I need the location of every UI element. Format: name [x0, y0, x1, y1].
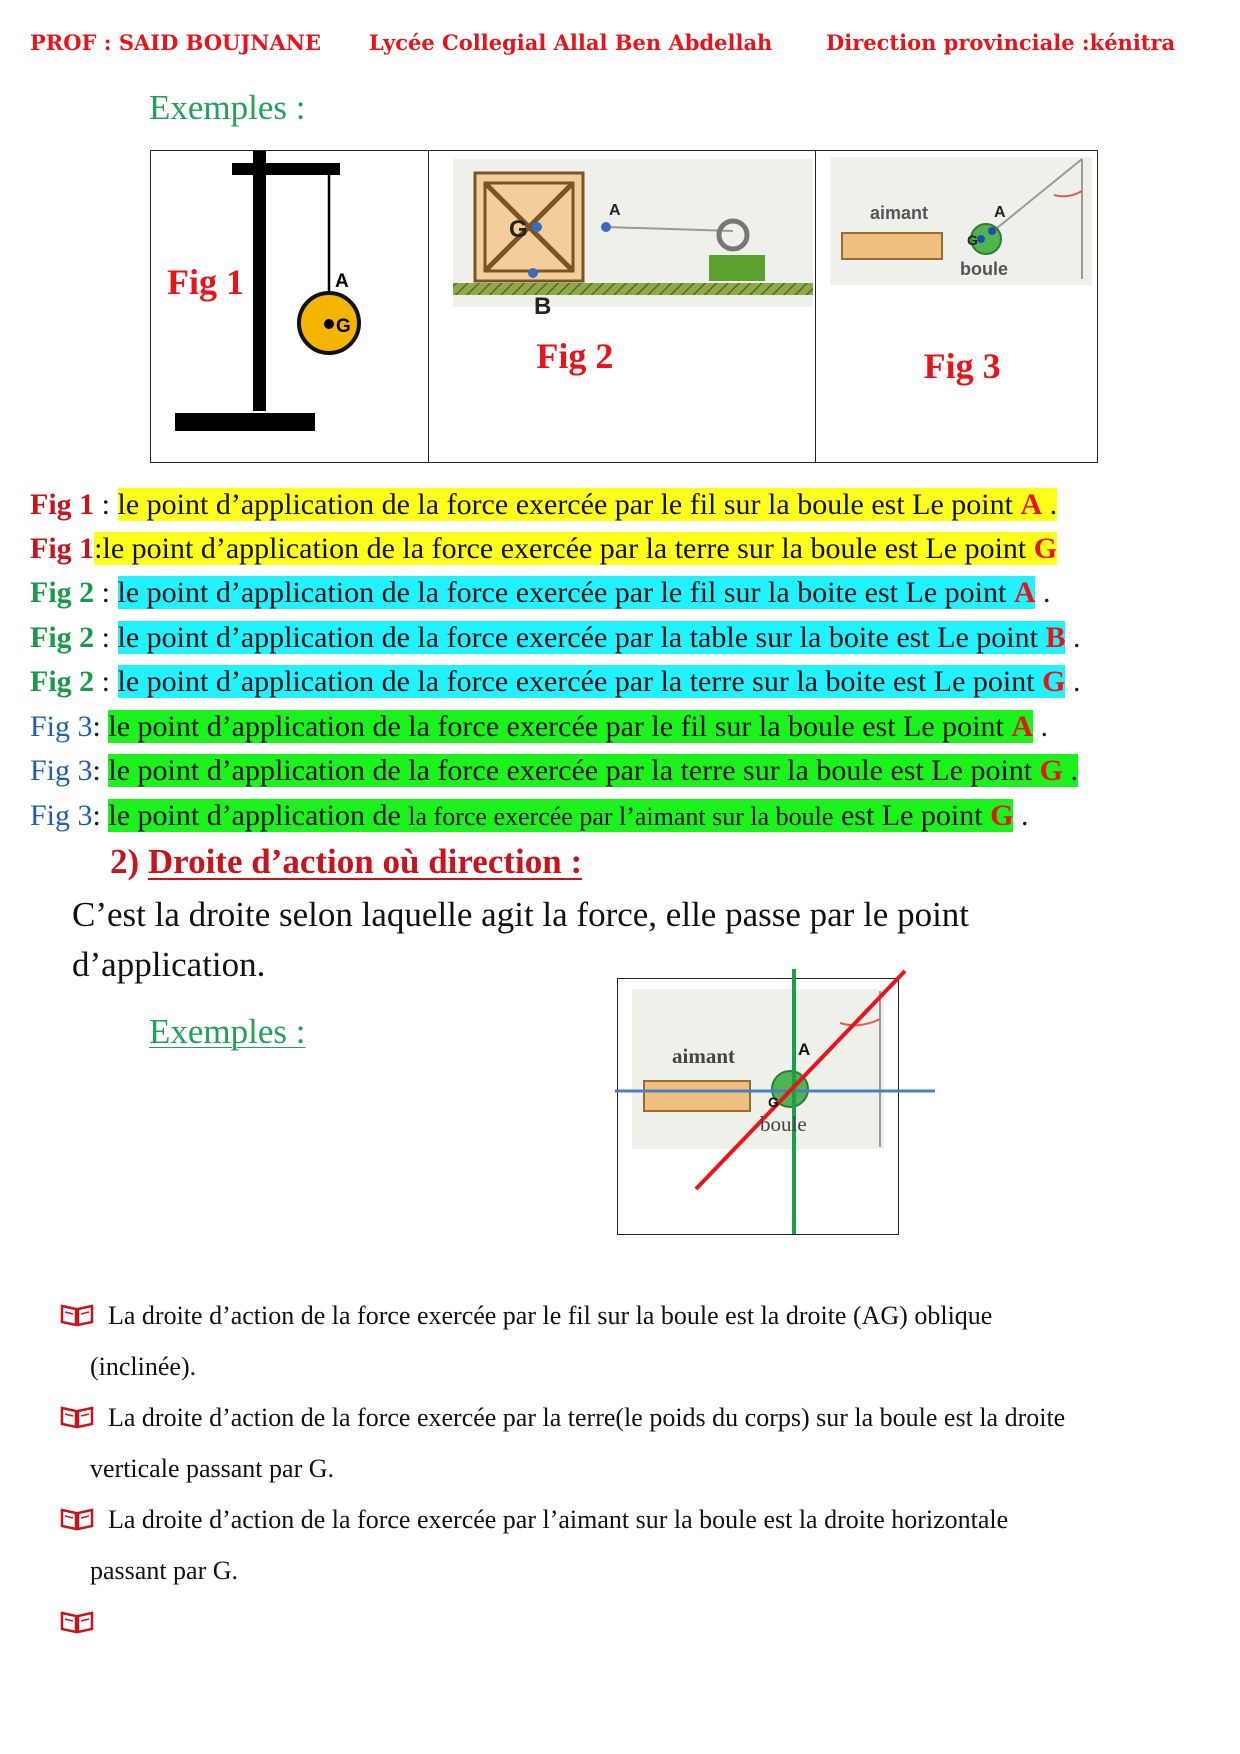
fig2-box-drawing: [429, 151, 815, 464]
diagram-magnet-label: aimant: [672, 1044, 735, 1068]
header-direction: Direction provinciale :kénitra: [826, 30, 1176, 55]
line-fig3-magnet: Fig 3: le point d’application de la force exercée par l’aimant sur la boule est Le point G .: [30, 799, 1029, 832]
fig2-point-g: G: [509, 216, 529, 243]
fig1-stand-top: [232, 163, 340, 175]
line-fig2-earth: Fig 2 : le point d’application de la force exercée par la terre sur la boite est Le point G .: [30, 665, 1081, 698]
diagram-ball-label: boule: [760, 1112, 807, 1136]
diagram-point-g: G: [768, 1094, 779, 1110]
fig3-magnet-label: aimant: [869, 203, 928, 223]
fig1-stand-base: [175, 413, 315, 431]
fig1-point-a: A: [335, 271, 349, 292]
fig3-point-a: A: [993, 204, 1006, 221]
bullet-horizontal-line-2: passant par G.: [90, 1556, 239, 1585]
book-icon: [60, 1405, 94, 1429]
line-fig1-thread: Fig 1 : le point d’application de la force exercée par le fil sur la boule est Le point A .: [30, 488, 1058, 521]
diagram-point-a: A: [798, 1040, 811, 1059]
diagram-magnet: [644, 1081, 750, 1111]
header-teacher: PROF : SAID BOUJNANE: [30, 30, 321, 55]
bullet-oblique: [60, 1290, 1200, 1392]
action-lines-diagram: [617, 978, 899, 1235]
header-school: Lycée Collegial Allal Ben Abdellah: [369, 30, 773, 55]
fig2-point-g-dot: [532, 222, 542, 232]
bullet-horizontal-line-1: La droite d’action de la force exercée par l’aimant sur la boule est la droite horizontale: [108, 1505, 1009, 1534]
fig2-point-b: B: [534, 293, 552, 320]
fig2-label: Fig 2: [536, 336, 614, 376]
action-lines-drawing: [618, 979, 898, 1234]
bullet-empty: [60, 1597, 1200, 1648]
fig3-magnet-drawing: [816, 151, 1098, 464]
line-fig2-thread: Fig 2 : le point d’application de la force exercée par le fil sur la boite est Le point A .: [30, 576, 1051, 609]
figures-table: [150, 150, 1098, 463]
definition-line-1: C’est la droite selon laquelle agit la force, elle passe par le point: [72, 895, 970, 934]
book-icon: [60, 1610, 94, 1634]
fig2-support: [709, 255, 765, 281]
fig2-point-a: A: [609, 202, 621, 219]
fig2-point-b-dot: [528, 268, 538, 278]
fig1-point-g-dot: [324, 319, 334, 329]
fig3-ball-label: boule: [959, 259, 1008, 279]
fig3-magnet: [842, 233, 942, 259]
bullet-vertical-line-1: La droite d’action de la force exercée par la terre(le poids du corps) sur la boule est la droite: [108, 1403, 1066, 1432]
bullet-vertical-line-2: verticale passant par G.: [90, 1454, 335, 1483]
bullet-oblique-line-1: La droite d’action de la force exercée par le fil sur la boule est la droite (AG) oblique: [108, 1301, 993, 1330]
fig3-cell: [815, 151, 1097, 463]
bullet-horizontal: [60, 1494, 1200, 1596]
fig1-point-g: G: [336, 316, 351, 337]
section2-number: 2): [110, 842, 140, 881]
fig2-point-a-dot: [601, 222, 611, 232]
fig2-cell: [429, 151, 815, 463]
line-fig1-earth: Fig 1:le point d’application de la force exercée par la terre sur la boule est Le point G: [30, 532, 1058, 565]
fig3-label: Fig 3: [923, 346, 1001, 386]
line-fig3-thread: Fig 3: le point d’application de la force exercée par le fil sur la boule est Le point A .: [30, 710, 1049, 743]
bullet-vertical: [60, 1392, 1200, 1494]
section2-definition: [72, 890, 1192, 990]
book-icon: [60, 1303, 94, 1327]
examples-title-2: Exemples :: [149, 1012, 306, 1051]
examples-title-1: Exemples :: [149, 88, 306, 127]
fig2-ground: [453, 283, 813, 295]
definition-line-2: d’application.: [72, 945, 266, 984]
fig1-label: Fig 1: [167, 262, 244, 302]
line-fig3-earth: Fig 3: le point d’application de la force exercée par la terre sur la boule est Le point G .: [30, 754, 1078, 787]
section2-title: Droite d’action où direction :: [147, 842, 583, 881]
book-icon: [60, 1507, 94, 1531]
fig1-cell: [151, 151, 429, 463]
line-fig2-table: Fig 2 : le point d’application de la force exercée par la table sur la boite est Le point B .: [30, 621, 1081, 654]
fig1-stand-pole: [253, 151, 266, 411]
fig1-pendulum-drawing: [151, 151, 429, 464]
fig3-point-g: G: [966, 232, 978, 248]
section2-heading: [110, 842, 582, 882]
bullet-oblique-line-2: (inclinée).: [90, 1352, 197, 1381]
